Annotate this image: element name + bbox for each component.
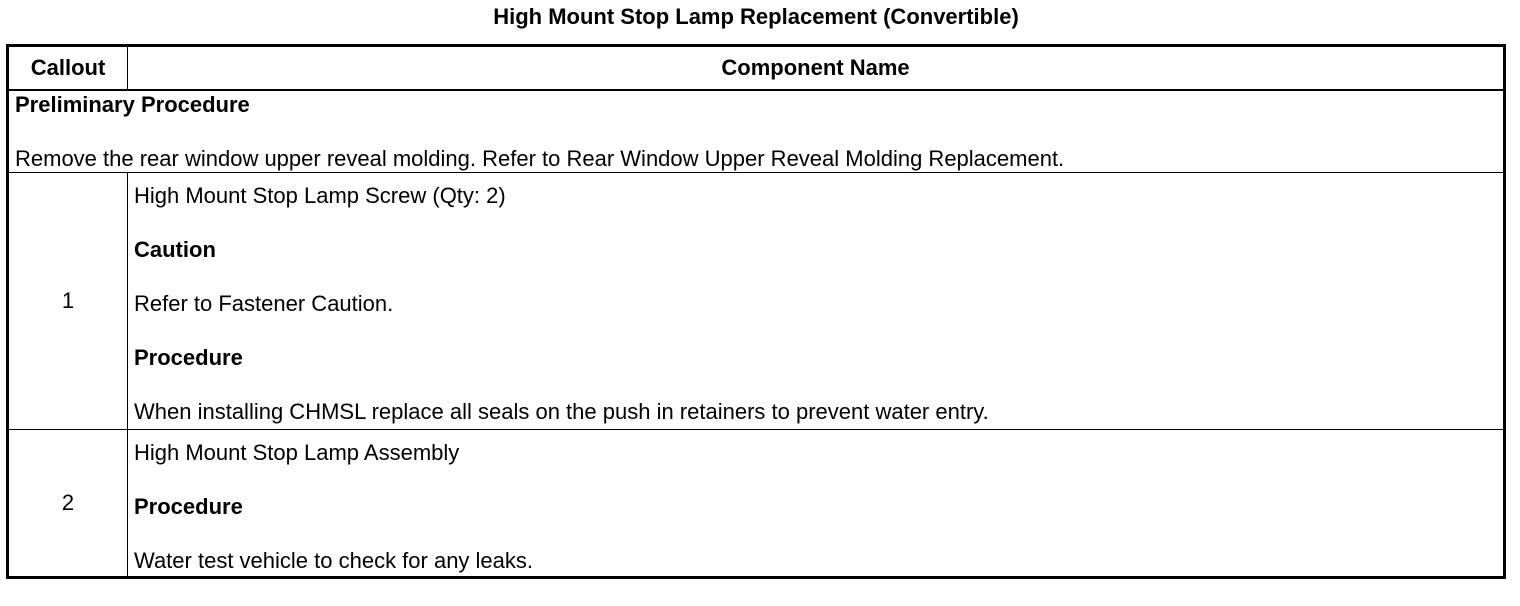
preliminary-text: Remove the rear window upper reveal molding. Refer to Rear Window Upper Reveal Molding Replacement.	[15, 146, 1065, 171]
table-row	[8, 430, 1505, 578]
preliminary-row	[8, 90, 1505, 173]
header-row	[8, 46, 1505, 91]
caution-heading: Caution	[134, 237, 216, 262]
component-name: High Mount Stop Lamp Screw (Qty: 2)	[134, 183, 506, 208]
callout-number: 1	[8, 173, 128, 430]
preliminary-cell	[8, 90, 1505, 173]
callout-number: 2	[8, 430, 128, 578]
caution-text: Refer to Fastener Caution.	[134, 291, 394, 316]
header-component-name: Component Name	[128, 46, 1505, 91]
procedure-heading: Procedure	[134, 494, 243, 519]
component-cell	[128, 173, 1505, 430]
procedure-table	[6, 44, 1506, 579]
header-callout: Callout	[8, 46, 128, 91]
table-row	[8, 173, 1505, 430]
procedure-heading: Procedure	[134, 345, 243, 370]
procedure-text: When installing CHMSL replace all seals on the push in retainers to prevent water entry.	[134, 399, 989, 424]
component-cell	[128, 430, 1505, 578]
procedure-text: Water test vehicle to check for any leaks.	[134, 548, 534, 573]
component-name: High Mount Stop Lamp Assembly	[134, 440, 460, 465]
page-title: High Mount Stop Lamp Replacement (Convertible)	[493, 4, 1019, 29]
preliminary-heading: Preliminary Procedure	[15, 92, 250, 117]
